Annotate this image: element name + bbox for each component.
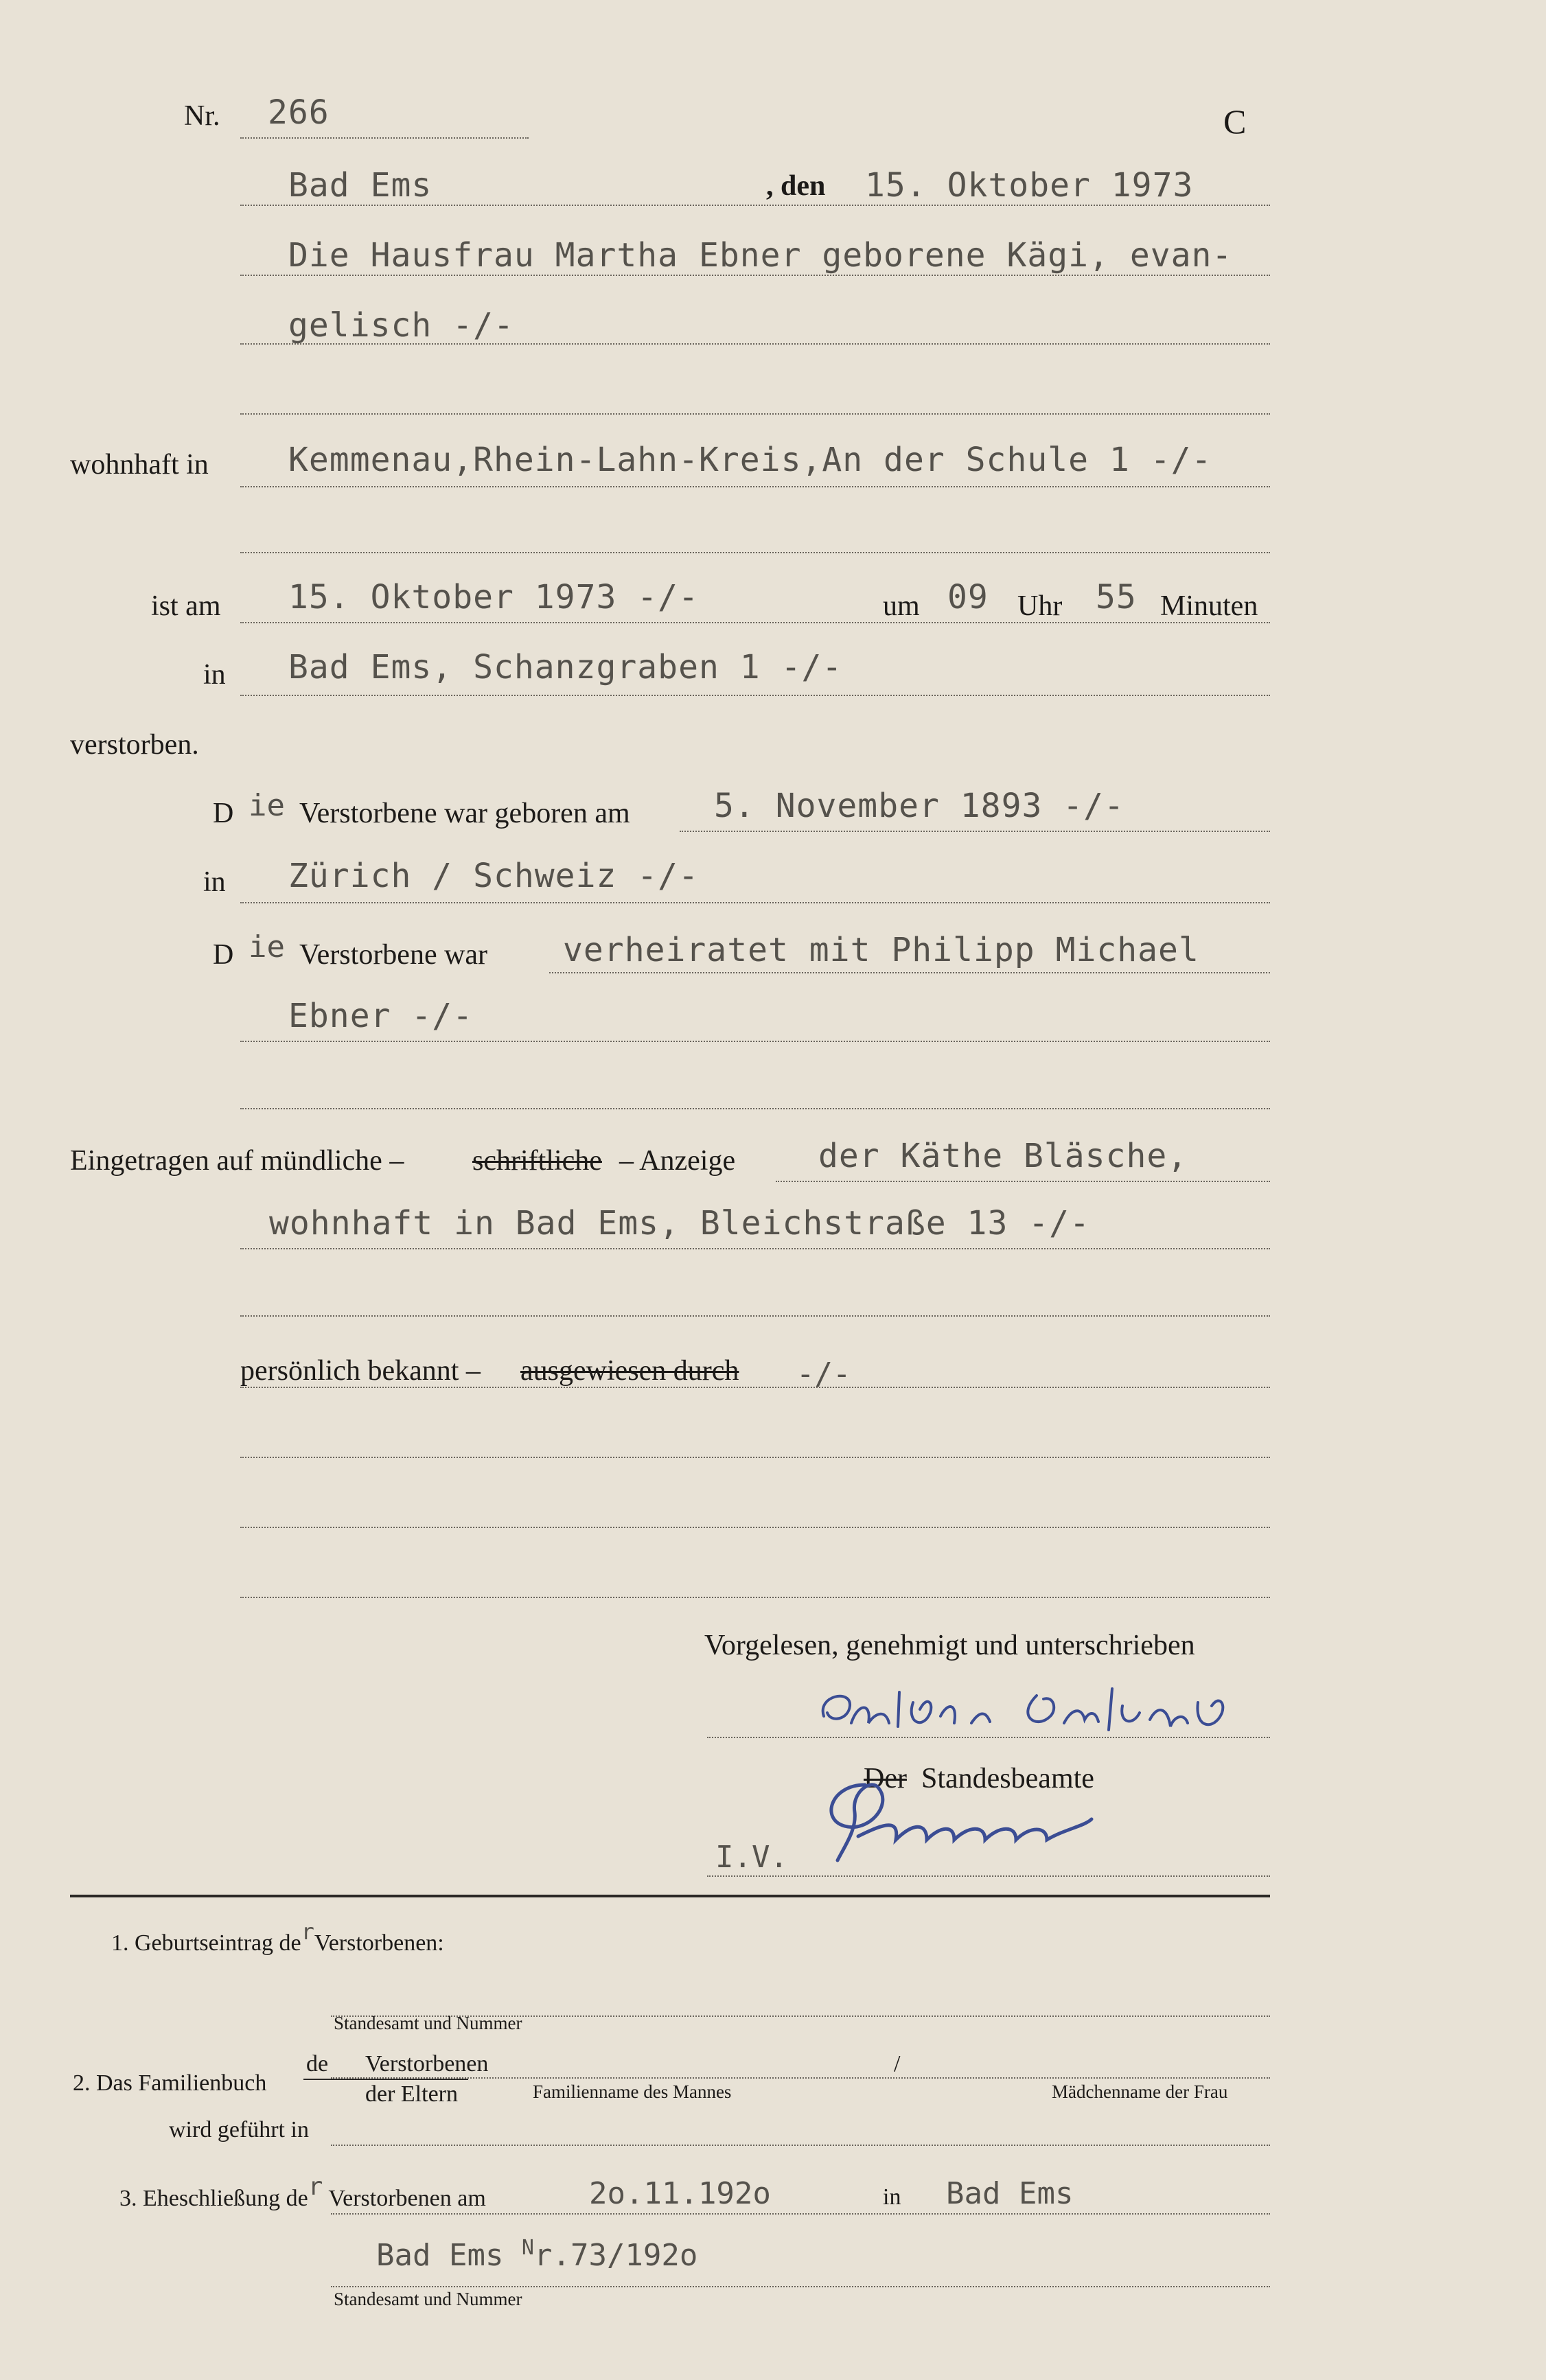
residence-label: wohnhaft in xyxy=(70,449,209,481)
footer-item2-slash: / xyxy=(894,2051,901,2077)
birth-date-line xyxy=(680,831,1270,832)
person-line-3 xyxy=(240,413,1270,415)
birth-place: Zürich / Schweiz -/- xyxy=(288,857,699,895)
footer-item2-maedchenname: Mädchenname der Frau xyxy=(1052,2081,1228,2102)
birth-d-label: D xyxy=(213,798,234,829)
status-line-2 xyxy=(240,1041,1270,1042)
footer-item1-label-b: Verstorbenen: xyxy=(314,1930,444,1956)
marriage-ref-a: Bad Ems xyxy=(376,2238,522,2273)
known-line-2 xyxy=(240,1457,1270,1458)
informant-line-2 xyxy=(240,1248,1270,1249)
form-letter: C xyxy=(1223,102,1247,141)
section-separator xyxy=(70,1895,1270,1897)
registry-date: 15. Oktober 1973 xyxy=(865,166,1194,205)
footer-item2-de: de xyxy=(306,2051,329,2077)
death-place-line xyxy=(240,695,1270,696)
birth-place-label: in xyxy=(203,866,226,898)
footer-item2-fraction-bar xyxy=(303,2079,468,2080)
iv-label: I.V. xyxy=(715,1840,788,1875)
footer-item3-label-b: Verstorbenen am xyxy=(328,2186,486,2211)
death-place-label: in xyxy=(203,659,226,691)
struck-der: Der xyxy=(864,1763,907,1794)
birth-date: 5. November 1893 -/- xyxy=(714,787,1124,825)
informant-line-1 xyxy=(776,1181,1270,1182)
footer-item2-gefuehrt-line xyxy=(331,2145,1270,2146)
informant-signature xyxy=(810,1675,1277,1751)
registrar-signature-line xyxy=(707,1875,1270,1877)
footer-item2-label: 2. Das Familienbuch xyxy=(73,2070,267,2096)
person-line-1 xyxy=(240,275,1270,276)
status-line-3 xyxy=(240,1108,1270,1109)
marriage-ref-b: r.73/192o xyxy=(533,2238,698,2273)
status-line-1 xyxy=(549,972,1270,973)
known-label: persönlich bekannt – xyxy=(240,1355,481,1387)
known-line-4 xyxy=(240,1597,1270,1598)
death-date-line xyxy=(240,622,1270,623)
footer-item1-r: r xyxy=(301,1919,314,1945)
footer-item3-line xyxy=(331,2213,1270,2215)
nr-line xyxy=(240,137,529,139)
birth-place-line xyxy=(240,902,1270,903)
status-d-label: D xyxy=(213,939,234,971)
marriage-in-label: in xyxy=(883,2184,901,2210)
footer-item1-label xyxy=(111,1919,444,1956)
read-approved-label: Vorgelesen, genehmigt und unterschrieben xyxy=(704,1630,1195,1661)
status-ie: ie xyxy=(249,929,285,964)
footer-item3-ref-line xyxy=(331,2286,1270,2287)
informant-line-3 xyxy=(240,1315,1270,1317)
minuten-label: Minuten xyxy=(1160,590,1258,622)
nr-value: 266 xyxy=(268,93,330,132)
status-line1: verheiratet mit Philipp Michael xyxy=(563,931,1199,969)
death-place: Bad Ems, Schanzgraben 1 -/- xyxy=(288,648,843,686)
deceased-description-line1: Die Hausfrau Martha Ebner geborene Kägi, evan- xyxy=(288,236,1233,275)
uhr-label: Uhr xyxy=(1017,590,1063,622)
den-label: , den xyxy=(766,170,826,202)
marriage-ref-n: N xyxy=(521,2236,534,2260)
death-hour: 09 xyxy=(947,578,989,616)
informant-line1: der Käthe Bläsche, xyxy=(818,1137,1188,1175)
death-date: 15. Oktober 1973 -/- xyxy=(288,578,699,616)
deceased-description-line2: gelisch -/- xyxy=(288,306,514,345)
footer-item3-r: r xyxy=(308,2173,323,2201)
um-label: um xyxy=(883,590,920,622)
standesbeamte-label: Standesbeamte xyxy=(921,1763,1094,1794)
footer-standesamt-label-2: Standesamt und Nummer xyxy=(334,2289,522,2309)
death-minutes: 55 xyxy=(1096,578,1137,616)
death-date-label: ist am xyxy=(151,590,221,622)
known-struck-identified: ausgewiesen durch xyxy=(520,1355,739,1387)
residence-line-2 xyxy=(240,552,1270,553)
marriage-registry-reference xyxy=(376,2236,698,2273)
footer-item3-label xyxy=(119,2173,486,2211)
marriage-place: Bad Ems xyxy=(946,2176,1074,2211)
status-line2: Ebner -/- xyxy=(288,997,474,1035)
birth-ie: ie xyxy=(249,788,285,823)
residence-value: Kemmenau,Rhein-Lahn-Kreis,An der Schule 1 -/- xyxy=(288,441,1212,479)
footer-standesamt-label: Standesamt und Nummer xyxy=(334,2013,522,2033)
nr-label: Nr. xyxy=(184,100,220,132)
registrar-signature xyxy=(817,1771,1146,1874)
status-label: Verstorbene war xyxy=(299,939,488,971)
footer-item3-label-a: 3. Eheschließung de xyxy=(119,2186,308,2211)
informant-line2: wohnhaft in Bad Ems, Bleichstraße 13 -/- xyxy=(269,1204,1090,1243)
footer-item2-gefuehrt: wird geführt in xyxy=(169,2117,309,2142)
known-value: -/- xyxy=(796,1356,851,1391)
date-line xyxy=(240,205,1270,206)
residence-line xyxy=(240,486,1270,487)
footer-item2-eltern: der Eltern xyxy=(365,2081,458,2107)
verstorben-label: verstorben. xyxy=(70,729,199,761)
known-line xyxy=(240,1387,1270,1388)
birth-label: Verstorbene war geboren am xyxy=(299,798,630,829)
footer-item1-label-a: 1. Geburtseintrag de xyxy=(111,1930,301,1956)
footer-item2-verstorbenen: Verstorbenen xyxy=(365,2051,489,2077)
informant-signature-line xyxy=(707,1737,1270,1738)
registration-label-a: Eingetragen auf mündliche – xyxy=(70,1145,404,1177)
footer-item2-line xyxy=(331,2077,1270,2079)
registration-struck-written: schriftliche xyxy=(472,1145,602,1177)
registry-place: Bad Ems xyxy=(288,166,432,205)
person-line-2 xyxy=(240,343,1270,345)
footer-item2-familienname: Familienname des Mannes xyxy=(533,2081,732,2102)
registration-label-b: – Anzeige xyxy=(619,1145,736,1177)
marriage-date: 2o.11.192o xyxy=(589,2176,771,2211)
known-line-3 xyxy=(240,1527,1270,1528)
